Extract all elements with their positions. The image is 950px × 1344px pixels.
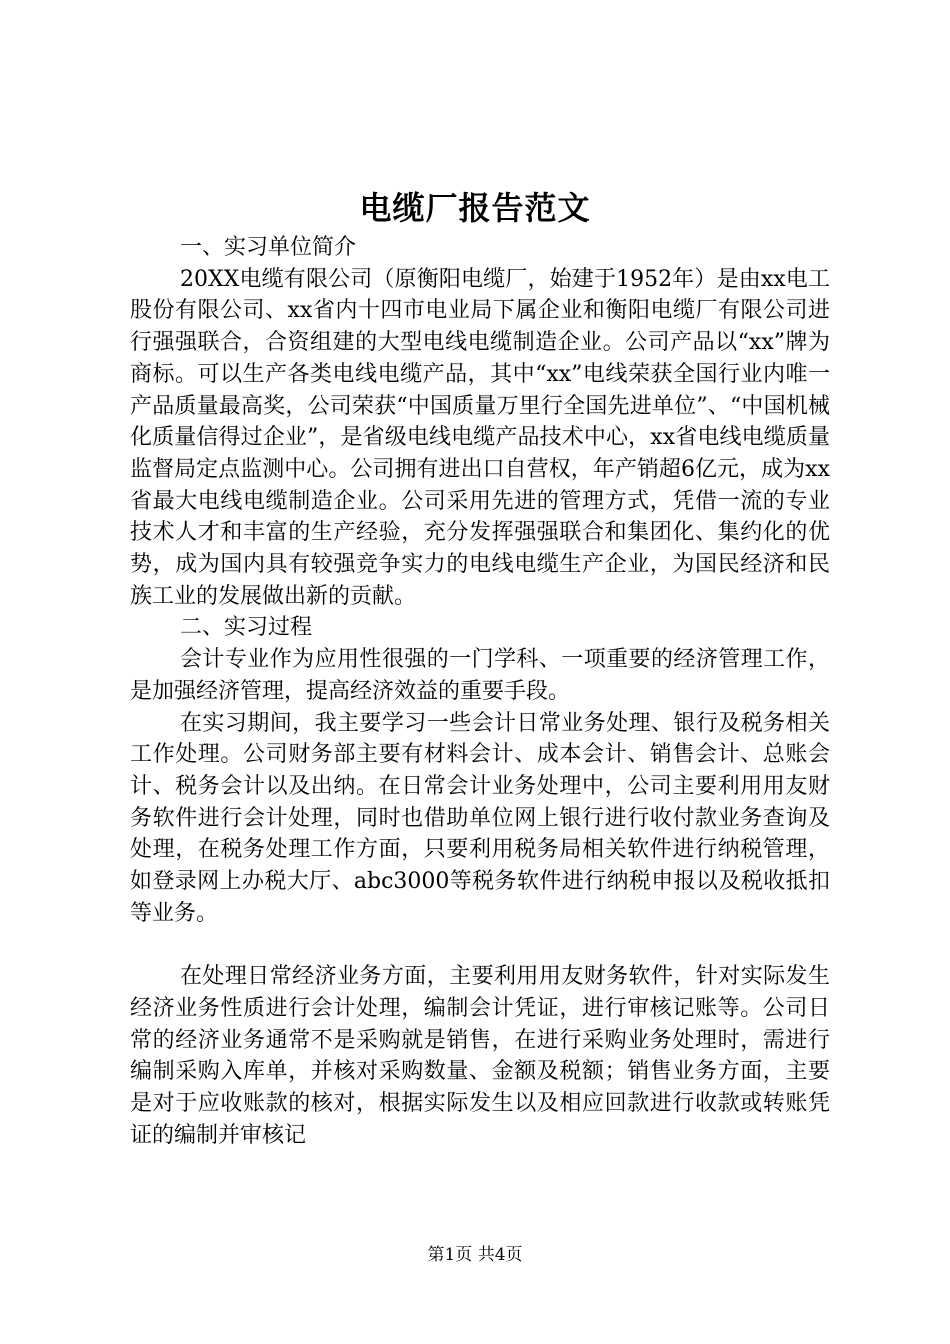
paragraph-daily-business: 在处理日常经济业务方面，主要利用用友财务软件，针对实际发生经济业务性质进行会计处理，编制会计凭证，进行审核记账等。公司日常的经济业务通常不是采购就是销售，在进行采购业务处理时，需进行编制采购入库单，并核对采购数量、金额及税额；销售业务方面，主要是对于应收账款的核对，根据实际发生以及相应回款进行收款或转账凭证的编制并审核记 xyxy=(130,964,830,1148)
document-title: 电缆厂报告范文 xyxy=(359,189,591,227)
section-heading-2: 二、实习过程 xyxy=(180,615,313,641)
section-heading-1: 一、实习单位简介 xyxy=(180,235,357,260)
paragraph-accounting-intro: 会计专业作为应用性很强的一门学科、一项重要的经济管理工作，是加强经济管理，提高经济效益的重要手段。 xyxy=(130,647,830,704)
document-body xyxy=(130,232,830,1151)
paragraph-internship-work: 在实习期间，我主要学习一些会计日常业务处理、银行及税务相关工作处理。公司财务部主要有材料会计、成本会计、销售会计、总账会计、税务会计以及出纳。在日常会计业务处理中，公司主要利用用友财务软件进行会计处理，同时也借助单位网上银行进行收付款业务查询及处理，在税务处理工作方面，只要利用税务局相关软件进行纳税管理，如登录网上办税大厅、abc3000等税务软件进行纳税申报以及税收抵扣等业务。 xyxy=(130,710,830,926)
paragraph-company-intro: 20XX电缆有限公司（原衡阳电缆厂，始建于1952年）是由xx电工股份有限公司、xx省内十四市电业局下属企业和衡阳电缆厂有限公司进行强强联合，合资组建的大型电线电缆制造企业。公司产品以“xx”牌为商标。可以生产各类电线电缆产品，其中“xx”电线荣获全国行业内唯一产品质量最高奖，公司荣获“中国质量万里行全国先进单位”、“中国机械化质量信得过企业”，是省级电线电缆产品技术中心，xx省电线电缆质量监督局定点监测中心。公司拥有进出口自营权，年产销超6亿元，成为xx省最大电线电缆制造企业。公司采用先进的管理方式，凭借一流的专业技术人才和丰富的生产经验，充分发挥强强联合和集团化、集约化的优势，成为国内具有较强竞争实力的电线电缆生产企业，为国民经济和民族工业的发展做出新的贡献。 xyxy=(130,266,830,609)
page-footer: 第1页 共4页 xyxy=(427,1245,523,1265)
